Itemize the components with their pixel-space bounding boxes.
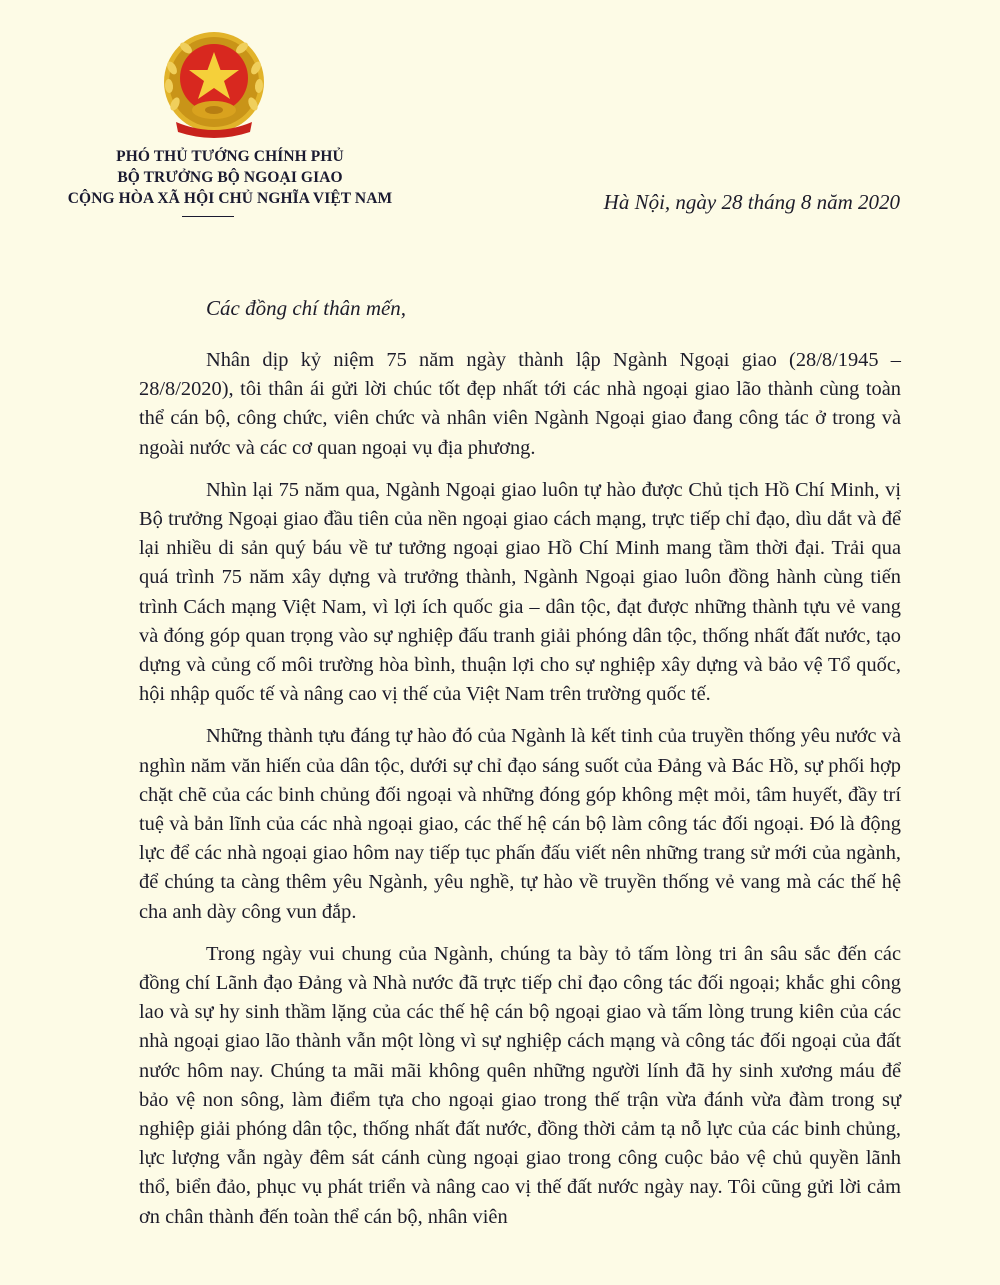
national-emblem-icon xyxy=(158,28,270,140)
issuing-authority xyxy=(60,146,400,209)
letter-body xyxy=(139,346,901,1232)
paragraph-4: Trong ngày vui chung của Ngành, chúng ta bày tỏ tấm lòng tri ân sâu sắc đến các đồng chí Lãnh đạo Đảng và Nhà nước đã trực tiếp chỉ đạo công tác đối ngoại; khắc ghi công lao và sự hy sinh thầm lặng của các thế hệ cán bộ ngoại giao và tấm lòng trung kiên của các nhà ngoại giao lão thành vẫn một lòng vì sự nghiệp cách mạng và công tác đối ngoại của đất nước hôm nay. Chúng ta mãi mãi không quên những người lính đã hy sinh xương máu để bảo vệ non sông, làm điểm tựa cho ngoại giao trong thế trận vừa đánh vừa đàm trong sự nghiệp giải phóng dân tộc, thống nhất đất nước, đồng thời cảm tạ nỗ lực của các binh chủng, lực lượng vẫn ngày đêm sát cánh cùng ngoại giao trong công cuộc bảo vệ chủ quyền lãnh thổ, biển đảo, phục vụ phát triển và nâng cao vị thế đất nước ngày nay. Tôi cũng gửi lời cảm ơn chân thành đến toàn thể cán bộ, nhân viên xyxy=(139,942,901,1228)
paragraph-3: Những thành tựu đáng tự hào đó của Ngành là kết tinh của truyền thống yêu nước và nghìn năm văn hiến của dân tộc, dưới sự chỉ đạo sáng suốt của Đảng và Bác Hồ, sự phối hợp chặt chẽ của các binh chủng đối ngoại và những đóng góp không mệt mỏi, tâm huyết, đầy trí tuệ và bản lĩnh của các nhà ngoại giao, các thế hệ cán bộ làm công tác đối ngoại. Đó là động lực để các nhà ngoại giao hôm nay tiếp tục phấn đấu viết nên những trang sử mới của ngành, để chúng ta càng thêm yêu Ngành, yêu nghề, tự hào về truyền thống vẻ vang mà các thế hệ cha anh dày công vun đắp. xyxy=(139,725,901,923)
authority-line-1: PHÓ THỦ TƯỚNG CHÍNH PHỦ xyxy=(116,148,344,165)
authority-line-3: CỘNG HÒA XÃ HỘI CHỦ NGHĨA VIỆT NAM xyxy=(67,190,393,207)
paragraph-1: Nhân dịp kỷ niệm 75 năm ngày thành lập Ngành Ngoại giao (28/8/1945 – 28/8/2020), tôi thân ái gửi lời chúc tốt đẹp nhất tới các nhà ngoại giao lão thành cùng toàn thể cán bộ, công chức, viên chức và nhân viên Ngành Ngoại giao đang công tác ở trong và ngoài nước và các cơ quan ngoại vụ địa phương. xyxy=(139,349,901,459)
paragraph-2: Nhìn lại 75 năm qua, Ngành Ngoại giao luôn tự hào được Chủ tịch Hồ Chí Minh, vị Bộ trưởng Ngoại giao đầu tiên của nền ngoại giao cách mạng, trực tiếp chỉ đạo, dìu dắt và để lại nhiều di sản quý báu về tư tưởng ngoại giao Hồ Chí Minh mang tầm thời đại. Trải qua quá trình 75 năm xây dựng và trưởng thành, Ngành Ngoại giao luôn đồng hành cùng tiến trình Cách mạng Việt Nam, vì lợi ích quốc gia – dân tộc, đạt được những thành tựu vẻ vang và đóng góp quan trọng vào sự nghiệp đấu tranh giải phóng dân tộc, thống nhất đất nước, tạo dựng và củng cố môi trường hòa bình, thuận lợi cho sự nghiệp xây dựng và bảo vệ Tổ quốc, hội nhập quốc tế và nâng cao vị thế của Việt Nam trên trường quốc tế. xyxy=(139,478,901,706)
salutation: Các đồng chí thân mến, xyxy=(206,296,407,320)
header-divider xyxy=(182,216,234,217)
date-line: Hà Nội, ngày 28 tháng 8 năm 2020 xyxy=(603,190,900,214)
authority-line-2: BỘ TRƯỞNG BỘ NGOẠI GIAO xyxy=(117,169,343,186)
